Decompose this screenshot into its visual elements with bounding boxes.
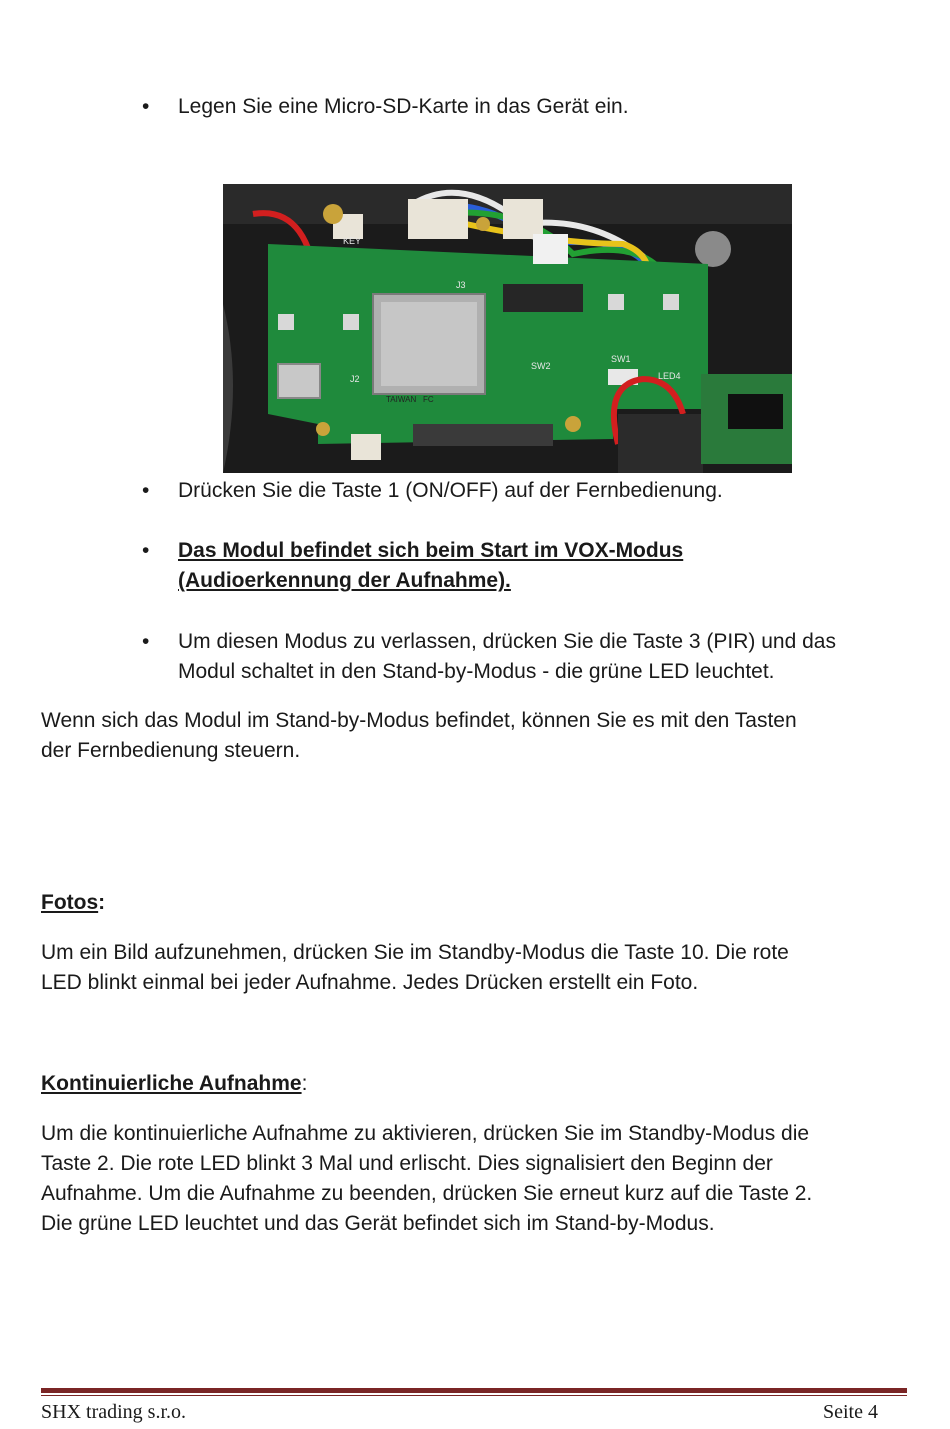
continuous-paragraph-line4: Die grüne LED leuchtet und das Gerät befindet sich im Stand-by-Modus. bbox=[41, 1212, 715, 1235]
bullet-marker: • bbox=[142, 479, 150, 502]
footer-rule-thin bbox=[41, 1395, 907, 1396]
bullet-marker: • bbox=[142, 630, 150, 653]
continuous-paragraph-line3: Aufnahme. Um die Aufnahme zu beenden, drücken Sie erneut kurz auf die Taste 2. bbox=[41, 1182, 813, 1205]
label-fc: FC bbox=[423, 395, 434, 404]
footer-company: SHX trading s.r.o. bbox=[41, 1401, 186, 1423]
label-sw1: SW1 bbox=[611, 354, 631, 364]
bullet-leave-mode-line1: Um diesen Modus zu verlassen, drücken Sie die Taste 3 (PIR) und das bbox=[178, 630, 836, 653]
label-led4: LED4 bbox=[658, 371, 681, 381]
continuous-heading: Kontinuierliche Aufnahme: bbox=[41, 1072, 308, 1095]
bullet-leave-mode-line2: Modul schaltet in den Stand-by-Modus - die grüne LED leuchtet. bbox=[178, 660, 775, 683]
continuous-paragraph-line1: Um die kontinuierliche Aufnahme zu aktivieren, drücken Sie im Standby-Modus die bbox=[41, 1122, 810, 1145]
fotos-heading: Fotos: bbox=[41, 891, 106, 914]
bullet-marker: • bbox=[142, 95, 150, 118]
fotos-paragraph-line1: Um ein Bild aufzunehmen, drücken Sie im Standby-Modus die Taste 10. Die rote bbox=[41, 941, 789, 964]
bullet-press-key-1: Drücken Sie die Taste 1 (ON/OFF) auf der Fernbedienung. bbox=[178, 479, 723, 502]
label-j2: J2 bbox=[350, 374, 360, 384]
pcb-photo bbox=[223, 184, 792, 473]
bullet-insert-sd-card: Legen Sie eine Micro-SD-Karte in das Gerät ein. bbox=[178, 95, 629, 118]
standby-paragraph-line1: Wenn sich das Modul im Stand-by-Modus befindet, können Sie es mit den Tasten bbox=[41, 709, 797, 732]
continuous-paragraph-line2: Taste 2. Die rote LED blinkt 3 Mal und erlischt. Dies signalisiert den Beginn der bbox=[41, 1152, 773, 1175]
fotos-paragraph-line2: LED blinkt einmal bei jeder Aufnahme. Jedes Drücken erstellt ein Foto. bbox=[41, 971, 699, 994]
label-key: KEY bbox=[343, 236, 362, 246]
bullet-vox-mode-line2: (Audioerkennung der Aufnahme). bbox=[178, 569, 511, 592]
bullet-marker: • bbox=[142, 539, 150, 562]
label-sw2: SW2 bbox=[531, 361, 551, 371]
footer-page-number: Seite 4 bbox=[823, 1401, 878, 1423]
footer-rule bbox=[41, 1388, 907, 1393]
standby-paragraph-line2: der Fernbedienung steuern. bbox=[41, 739, 301, 762]
bullet-vox-mode-line1: Das Modul befindet sich beim Start im VOX-Modus bbox=[178, 539, 684, 562]
label-taiwan: TAIWAN bbox=[386, 395, 417, 404]
label-j3: J3 bbox=[456, 280, 466, 290]
